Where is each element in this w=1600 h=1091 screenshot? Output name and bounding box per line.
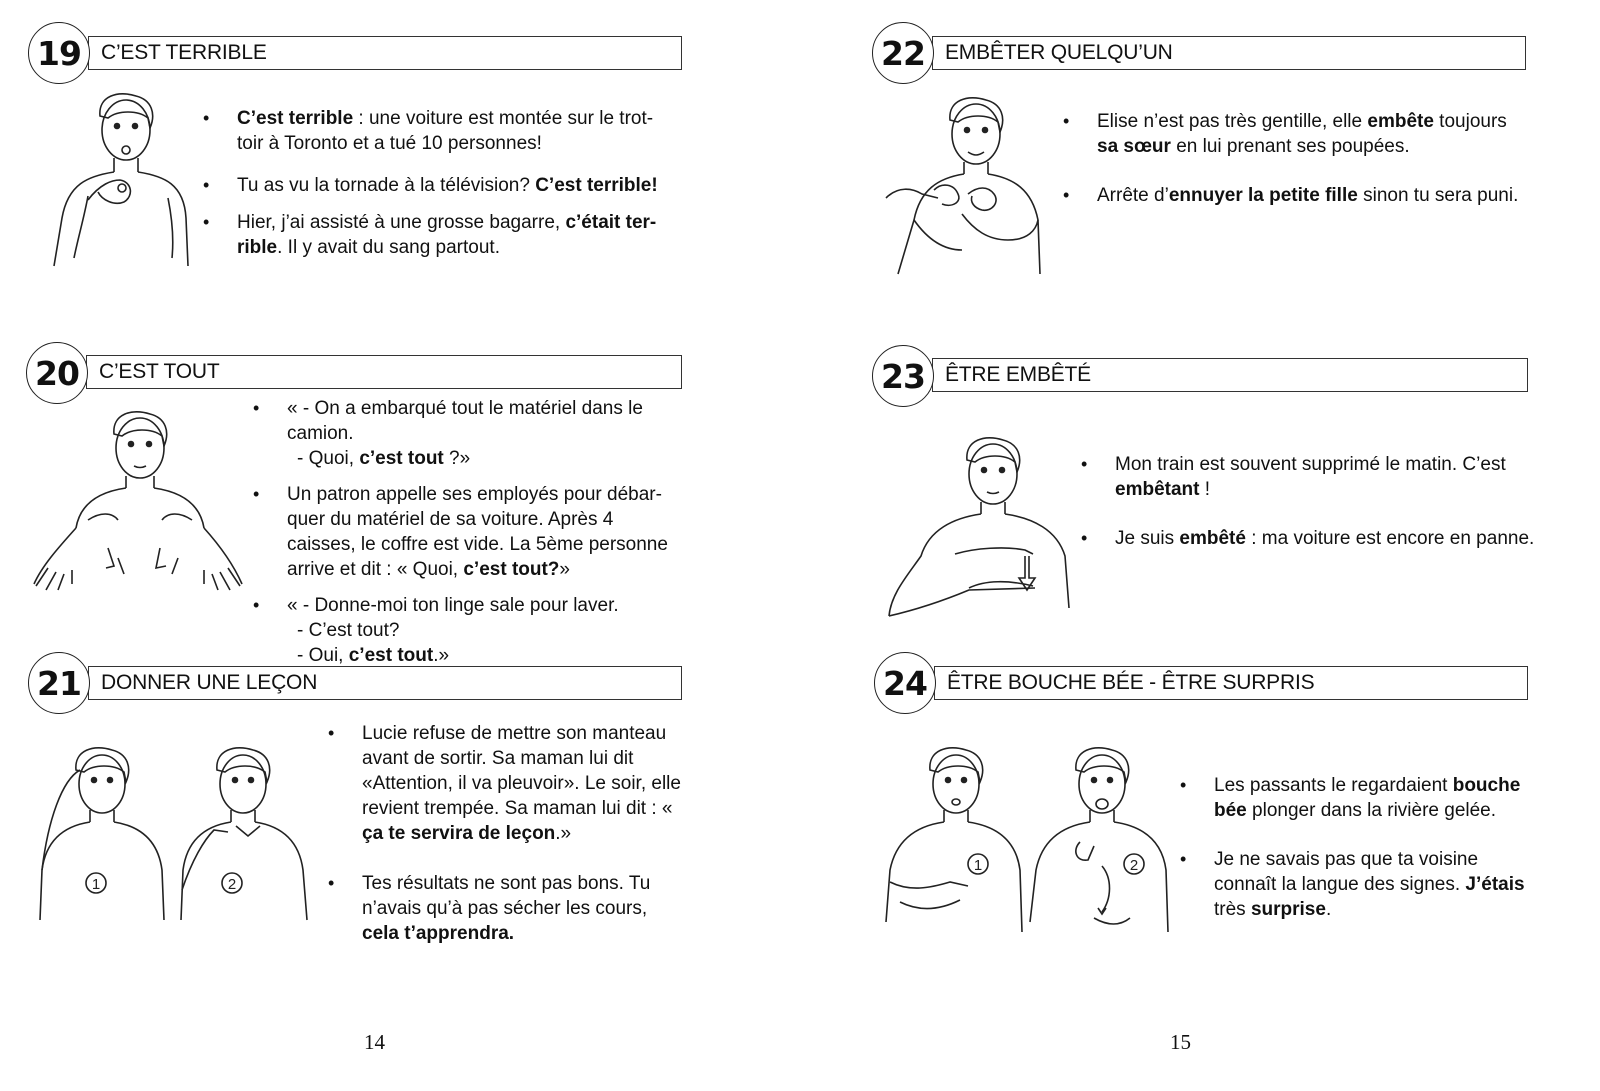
svg-text:2: 2 xyxy=(227,876,237,893)
example: • Hier, j’ai assisté à une grosse bagarre, c’était ter-rible. Il y avait du sang partout. xyxy=(203,210,673,260)
entry-number: 22 xyxy=(872,22,934,84)
entry-number: 23 xyxy=(872,345,934,407)
sign-illustration-embeter xyxy=(878,90,1053,280)
example: • Un patron appelle ses employés pour débar-quer du matériel de sa voiture. Après 4 caisses, le coffre est vide. La 5ème personne arrive et dit : « Quoi, c’est tout?» xyxy=(253,482,683,582)
entry-number: 20 xyxy=(26,342,88,404)
example: • « - Donne-moi ton linge sale pour laver. - C’est tout? - Oui, c’est tout.» xyxy=(253,593,683,668)
entry-title: EMBÊTER QUELQU’UN xyxy=(932,36,1526,70)
entry-title: C’EST TOUT xyxy=(86,355,682,389)
example: • Mon train est souvent supprimé le matin. C’est embêtant ! xyxy=(1081,452,1556,502)
example: • Je suis embêté : ma voiture est encore en panne. xyxy=(1081,526,1556,551)
sign-illustration-bouche-bee xyxy=(880,742,1175,952)
svg-text:1: 1 xyxy=(973,857,983,874)
example: • Les passants le regardaient bouche bée plonger dans la rivière gelée. xyxy=(1180,773,1540,823)
svg-text:2: 2 xyxy=(1129,857,1139,874)
example: • Elise n’est pas très gentille, elle embête toujours sa sœur en lui prenant ses poupées. xyxy=(1063,109,1533,159)
entry-number: 24 xyxy=(874,652,936,714)
sign-illustration-terrible xyxy=(48,88,198,273)
entry-23-examples xyxy=(1081,452,1556,551)
entry-title: ÊTRE EMBÊTÉ xyxy=(932,358,1528,392)
sign-illustration-etre-embete xyxy=(885,430,1080,620)
example: • C’est terrible : une voiture est montée sur le trot-toir à Toronto et a tué 10 personnes! xyxy=(203,106,673,156)
example: • « - On a embarqué tout le matériel dans le camion. - Quoi, c’est tout ?» xyxy=(253,396,683,471)
entry-number: 21 xyxy=(28,652,90,714)
entry-24-examples xyxy=(1180,773,1540,922)
sign-illustration-tout xyxy=(28,408,248,598)
sign-illustration-lecon xyxy=(32,740,322,925)
entry-22-examples xyxy=(1063,109,1533,208)
entry-20-examples xyxy=(253,396,683,668)
example: • Arrête d’ennuyer la petite fille sinon tu sera puni. xyxy=(1063,183,1533,208)
example: • Lucie refuse de mettre son manteau avant de sortir. Sa maman lui dit «Attention, il va pleuvoir». Le soir, elle revient trempée. Sa maman lui dit : « ça te servira de leçon.» xyxy=(328,721,683,846)
example: • Je ne savais pas que ta voisine connaît la langue des signes. J’étais très surprise. xyxy=(1180,847,1540,922)
page-number-left: 14 xyxy=(364,1030,385,1054)
example: • Tes résultats ne sont pas bons. Tu n’avais qu’à pas sécher les cours, cela t’apprendra. xyxy=(328,871,683,946)
entry-title: ÊTRE BOUCHE BÉE - ÊTRE SURPRIS xyxy=(934,666,1528,700)
entry-title: DONNER UNE LEÇON xyxy=(88,666,682,700)
example: • Tu as vu la tornade à la télévision? C’est terrible! xyxy=(203,173,673,198)
entry-number: 19 xyxy=(28,22,90,84)
entry-21-examples xyxy=(328,721,683,946)
svg-text:1: 1 xyxy=(91,876,101,893)
entry-title: C’EST TERRIBLE xyxy=(88,36,682,70)
entry-19-examples xyxy=(203,106,673,260)
page-number-right: 15 xyxy=(1170,1030,1191,1054)
